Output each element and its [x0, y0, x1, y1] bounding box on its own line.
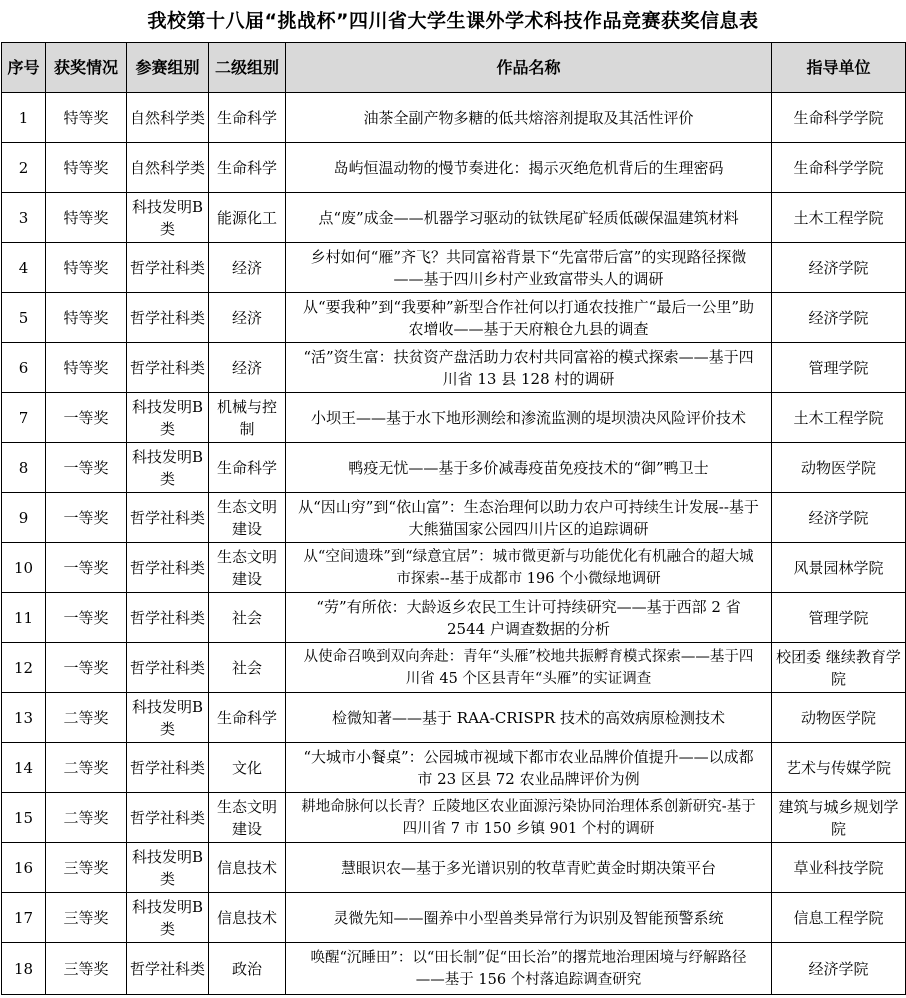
table-row	[2, 143, 906, 193]
award-table	[1, 42, 906, 995]
cell-unit: 经济学院	[772, 493, 906, 543]
table-row	[2, 543, 906, 593]
cell-unit: 信息工程学院	[772, 893, 906, 943]
cell-work: “大城市小餐桌”：公园城市视域下都市农业品牌价值提升——以成都市 23 区县 72 农业品牌评价为例	[286, 743, 772, 793]
cell-award: 三等奖	[46, 843, 127, 893]
cell-work: 乡村如何“雁”齐飞？共同富裕背景下“先富带后富”的实现路径探微——基于四川乡村产业致富带头人的调研	[286, 243, 772, 293]
cell-category: 社会	[209, 593, 286, 643]
table-row	[2, 393, 906, 443]
cell-no: 14	[2, 743, 46, 793]
cell-group: 哲学社科类	[127, 293, 209, 343]
cell-no: 10	[2, 543, 46, 593]
cell-category: 生命科学	[209, 93, 286, 143]
cell-group: 科技发明B类	[127, 843, 209, 893]
cell-category: 政治	[209, 943, 286, 995]
cell-no: 16	[2, 843, 46, 893]
header-award: 获奖情况	[46, 43, 127, 93]
cell-award: 一等奖	[46, 543, 127, 593]
table-row	[2, 193, 906, 243]
cell-unit: 管理学院	[772, 343, 906, 393]
cell-work: 慧眼识农—基于多光谱识别的牧草青贮黄金时期决策平台	[286, 843, 772, 893]
cell-unit: 土木工程学院	[772, 393, 906, 443]
header-unit: 指导单位	[772, 43, 906, 93]
header-row	[2, 43, 906, 93]
cell-category: 社会	[209, 643, 286, 693]
cell-unit: 土木工程学院	[772, 193, 906, 243]
cell-no: 15	[2, 793, 46, 843]
cell-unit: 动物医学院	[772, 693, 906, 743]
table-row	[2, 343, 906, 393]
cell-award: 特等奖	[46, 143, 127, 193]
cell-no: 1	[2, 93, 46, 143]
table-row	[2, 693, 906, 743]
cell-group: 科技发明B类	[127, 443, 209, 493]
table-row	[2, 843, 906, 893]
cell-group: 自然科学类	[127, 143, 209, 193]
cell-work: 鸭疫无忧——基于多价减毒疫苗免疫技术的“御”鸭卫士	[286, 443, 772, 493]
cell-work: “活”资生富：扶贫资产盘活助力农村共同富裕的模式探索——基于四川省 13 县 128 村的调研	[286, 343, 772, 393]
cell-group: 哲学社科类	[127, 643, 209, 693]
cell-award: 一等奖	[46, 643, 127, 693]
table-row	[2, 243, 906, 293]
cell-no: 12	[2, 643, 46, 693]
cell-award: 特等奖	[46, 93, 127, 143]
cell-award: 特等奖	[46, 193, 127, 243]
cell-category: 生态文明建设	[209, 493, 286, 543]
cell-work: 从“要我种”到“我要种”新型合作社何以打通农技推广“最后一公里”助农增收——基于天府粮仓九县的调查	[286, 293, 772, 343]
cell-award: 特等奖	[46, 343, 127, 393]
cell-group: 哲学社科类	[127, 743, 209, 793]
cell-unit: 经济学院	[772, 243, 906, 293]
cell-group: 自然科学类	[127, 93, 209, 143]
cell-unit: 建筑与城乡规划学院	[772, 793, 906, 843]
cell-group: 科技发明B类	[127, 693, 209, 743]
cell-no: 2	[2, 143, 46, 193]
table-row	[2, 893, 906, 943]
cell-work: 灵微先知——圈养中小型兽类异常行为识别及智能预警系统	[286, 893, 772, 943]
cell-work: 检微知著——基于 RAA-CRISPR 技术的高效病原检测技术	[286, 693, 772, 743]
cell-no: 7	[2, 393, 46, 443]
cell-category: 信息技术	[209, 893, 286, 943]
cell-work: 从“空间遗珠”到“绿意宜居”：城市微更新与功能优化有机融合的超大城市探索--基于成都市 196 个小微绿地调研	[286, 543, 772, 593]
cell-group: 哲学社科类	[127, 243, 209, 293]
cell-no: 4	[2, 243, 46, 293]
table-row	[2, 643, 906, 693]
cell-group: 科技发明B类	[127, 393, 209, 443]
cell-category: 信息技术	[209, 843, 286, 893]
cell-no: 6	[2, 343, 46, 393]
table-row	[2, 943, 906, 995]
cell-award: 二等奖	[46, 743, 127, 793]
cell-category: 经济	[209, 243, 286, 293]
cell-award: 二等奖	[46, 693, 127, 743]
cell-unit: 风景园林学院	[772, 543, 906, 593]
cell-award: 一等奖	[46, 393, 127, 443]
table-row	[2, 93, 906, 143]
table-row	[2, 593, 906, 643]
header-group: 参赛组别	[127, 43, 209, 93]
cell-no: 3	[2, 193, 46, 243]
cell-award: 三等奖	[46, 943, 127, 995]
table-row	[2, 793, 906, 843]
cell-group: 科技发明B类	[127, 193, 209, 243]
cell-unit: 经济学院	[772, 293, 906, 343]
cell-category: 生命科学	[209, 143, 286, 193]
cell-work: “劳”有所依：大龄返乡农民工生计可持续研究——基于西部 2 省 2544 户调查数据的分析	[286, 593, 772, 643]
cell-no: 17	[2, 893, 46, 943]
page-title: 我校第十八届“挑战杯”四川省大学生课外学术科技作品竞赛获奖信息表	[147, 10, 759, 32]
cell-group: 哲学社科类	[127, 943, 209, 995]
cell-category: 经济	[209, 343, 286, 393]
cell-no: 13	[2, 693, 46, 743]
cell-award: 三等奖	[46, 893, 127, 943]
cell-group: 哲学社科类	[127, 593, 209, 643]
cell-no: 11	[2, 593, 46, 643]
header-category: 二级组别	[209, 43, 286, 93]
cell-unit: 艺术与传媒学院	[772, 743, 906, 793]
cell-no: 18	[2, 943, 46, 995]
cell-category: 能源化工	[209, 193, 286, 243]
cell-work: 岛屿恒温动物的慢节奏进化：揭示灭绝危机背后的生理密码	[286, 143, 772, 193]
cell-category: 生态文明建设	[209, 793, 286, 843]
table-row	[2, 493, 906, 543]
cell-category: 机械与控制	[209, 393, 286, 443]
cell-category: 生命科学	[209, 693, 286, 743]
cell-no: 8	[2, 443, 46, 493]
cell-work: 油茶全副产物多糖的低共熔溶剂提取及其活性评价	[286, 93, 772, 143]
cell-award: 二等奖	[46, 793, 127, 843]
cell-unit: 生命科学学院	[772, 143, 906, 193]
cell-work: 小坝王——基于水下地形测绘和渗流监测的堤坝溃决风险评价技术	[286, 393, 772, 443]
cell-award: 特等奖	[46, 293, 127, 343]
cell-award: 一等奖	[46, 593, 127, 643]
cell-award: 一等奖	[46, 443, 127, 493]
header-work: 作品名称	[286, 43, 772, 93]
cell-award: 一等奖	[46, 493, 127, 543]
cell-work: 唤醒“沉睡田”：以“田长制”促“田长治”的撂荒地治理困境与纾解路径——基于 156 个村落追踪调查研究	[286, 943, 772, 995]
cell-work: 点“废”成金——机器学习驱动的钛铁尾矿轻质低碳保温建筑材料	[286, 193, 772, 243]
cell-group: 哲学社科类	[127, 543, 209, 593]
cell-unit: 生命科学学院	[772, 93, 906, 143]
cell-category: 生态文明建设	[209, 543, 286, 593]
cell-unit: 动物医学院	[772, 443, 906, 493]
cell-category: 文化	[209, 743, 286, 793]
cell-unit: 校团委 继续教育学院	[772, 643, 906, 693]
cell-award: 特等奖	[46, 243, 127, 293]
cell-category: 生命科学	[209, 443, 286, 493]
cell-unit: 草业科技学院	[772, 843, 906, 893]
cell-group: 哲学社科类	[127, 793, 209, 843]
cell-group: 哲学社科类	[127, 493, 209, 543]
cell-group: 哲学社科类	[127, 343, 209, 393]
table-row	[2, 743, 906, 793]
cell-unit: 经济学院	[772, 943, 906, 995]
cell-category: 经济	[209, 293, 286, 343]
header-no: 序号	[2, 43, 46, 93]
cell-no: 9	[2, 493, 46, 543]
cell-group: 科技发明B类	[127, 893, 209, 943]
cell-work: 耕地命脉何以长青？丘陵地区农业面源污染协同治理体系创新研究-基于四川省 7 市 150 乡镇 901 个村的调研	[286, 793, 772, 843]
cell-unit: 管理学院	[772, 593, 906, 643]
cell-no: 5	[2, 293, 46, 343]
cell-work: 从使命召唤到双向奔赴：青年“头雁”校地共振孵育模式探索——基于四川省 45 个区县青年“头雁”的实证调查	[286, 643, 772, 693]
cell-work: 从“因山穷”到“依山富”：生态治理何以助力农户可持续生计发展--基于大熊猫国家公园四川片区的追踪调研	[286, 493, 772, 543]
table-row	[2, 293, 906, 343]
table-row	[2, 443, 906, 493]
